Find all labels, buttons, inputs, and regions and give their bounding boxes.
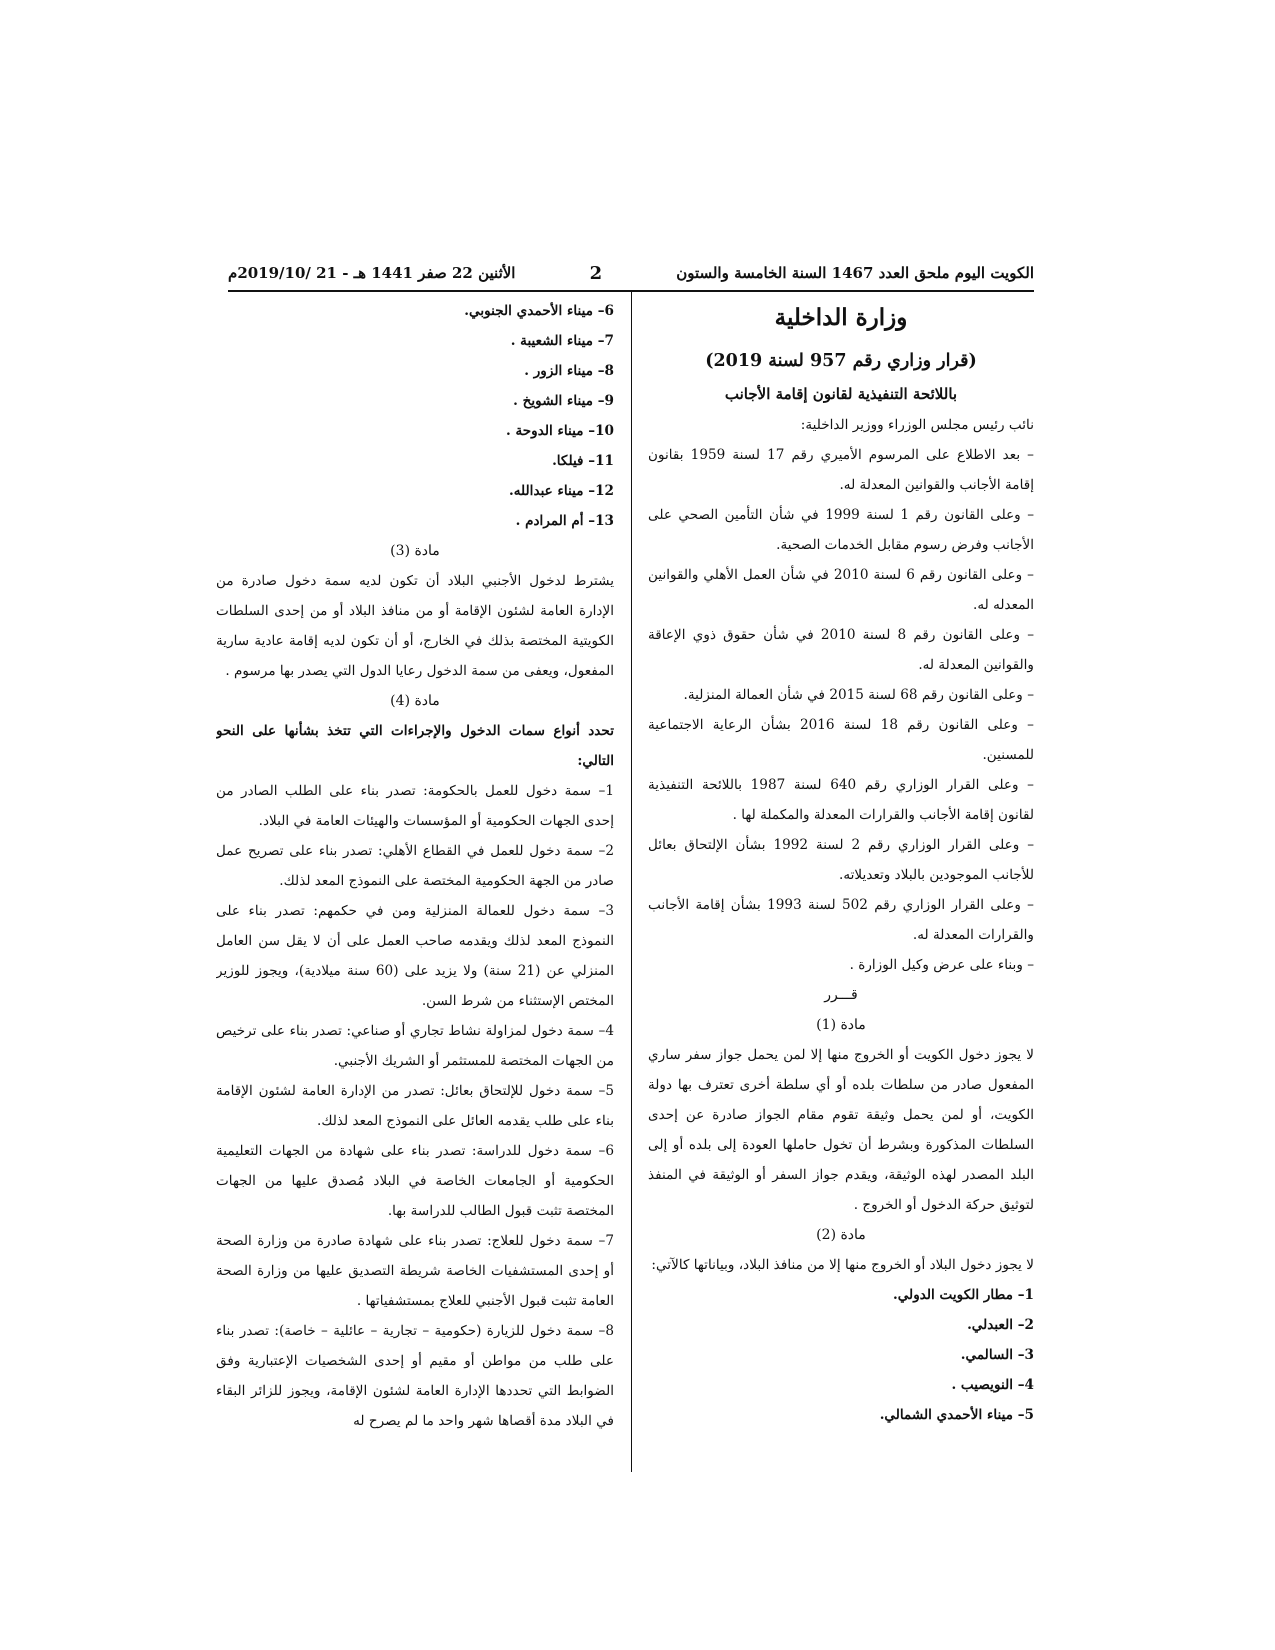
ministry-title: وزارة الداخلية: [774, 304, 908, 331]
preamble-item: – وعلى القرار الوزاري رقم 2 لسنة 1992 بشأن الإلتحاق بعائل للأجانب الموجودين بالبلاد وتعديلاته.: [648, 837, 1034, 883]
port-item: 12– ميناء عبدالله.: [509, 483, 614, 499]
preamble-item: – وبناء على عرض وكيل الوزارة .: [849, 957, 1034, 973]
port-item: 3– السالمي.: [960, 1347, 1034, 1363]
port-item: 8– ميناء الزور .: [524, 363, 614, 379]
visa-type-item: 2– سمة دخول للعمل في القطاع الأهلي: تصدر بناء على تصريح عمل صادر من الجهة الحكومية المختصة على النموذج المعد لذلك.: [216, 843, 614, 889]
visa-type-item: 7– سمة دخول للعلاج: تصدر بناء على شهادة صادرة من وزارة الصحة أو إحدى المستشفيات الخاصة شريطة التصديق عليها من وزارة الصحة العامة تثبت قبول الأجنبي للعلاج بمستشفياتها .: [216, 1233, 614, 1309]
port-item: 5– ميناء الأحمدي الشمالي.: [879, 1407, 1034, 1423]
decided-heading: قـــرر: [824, 987, 858, 1003]
port-item: 10– ميناء الدوحة .: [506, 423, 614, 439]
left-column: [216, 296, 614, 1476]
visa-type-item: 5– سمة دخول للإلتحاق بعائل: تصدر من الإدارة العامة لشئون الإقامة بناء على طلب يقدمه العائل على النموذج المعد لذلك.: [216, 1083, 614, 1129]
right-column: [648, 296, 1034, 1476]
port-item: 4– النويصيب .: [951, 1377, 1034, 1393]
visa-type-item: 1– سمة دخول للعمل بالحكومة: تصدر بناء على الطلب الصادر من إحدى الجهات الحكومية أو المؤسسات والهيئات العامة في البلاد.: [216, 783, 614, 829]
preamble-item: – وعلى القرار الوزاري رقم 640 لسنة 1987 باللائحة التنفيذية لقانون إقامة الأجانب والقرارات المعدلة والمكملة لها .: [648, 777, 1034, 823]
visa-type-item: 3– سمة دخول للعمالة المنزلية ومن في حكمهم: تصدر بناء على النموذج المعد لذلك ويقدمه صاحب العمل على أن لا يقل سن العامل المنزلي عن (21 سنة) ولا يزيد على (60 سنة ميلادية)، ويجوز للوزير المختص الإستثناء من شرط السن.: [216, 903, 614, 1009]
publication-info: الكويت اليوم ملحق العدد 1467 السنة الخامسة والستون: [676, 264, 1034, 282]
article-1-text: لا يجوز دخول الكويت أو الخروج منها إلا لمن يحمل جواز سفر ساري المفعول صادر من سلطات بلده أو أي سلطة أخرى تعترف بها دولة الكويت، أو لمن يحمل وثيقة تقوم مقام الجواز صادرة عن إحدى السلطات المذكورة وبشرط أن تخول حاملها العودة إلى بلده أو إلى البلد المصدر لهذه الوثيقة، ويقدم جواز السفر أو الوثيقة في المنفذ لتوثيق حركة الدخول أو الخروج .: [648, 1047, 1034, 1213]
preamble-item: – وعلى القانون رقم 8 لسنة 2010 في شأن حقوق ذوي الإعاقة والقوانين المعدلة له.: [648, 627, 1034, 673]
preamble-item: – وعلى القانون رقم 18 لسنة 2016 بشأن الرعاية الاجتماعية للمسنين.: [648, 717, 1034, 763]
page-number: 2: [589, 262, 603, 284]
visa-type-item: 4– سمة دخول لمزاولة نشاط تجاري أو صناعي: تصدر بناء على ترخيص من الجهات المختصة للمستثمر أو الشريك الأجنبي.: [216, 1023, 614, 1069]
port-item: 2– العبدلي.: [967, 1317, 1034, 1333]
port-item: 6– ميناء الأحمدي الجنوبي.: [464, 303, 614, 319]
article-1-title: مادة (1): [816, 1017, 866, 1033]
visa-type-item: 6– سمة دخول للدراسة: تصدر بناء على شهادة من الجهات التعليمية الحكومية أو الجامعات الخاصة في البلاد مُصدق عليها من الجهات المختصة تثبت قبول الطالب للدراسة بها.: [216, 1143, 614, 1219]
port-item: 9– ميناء الشويخ .: [513, 393, 614, 409]
port-item: 7– ميناء الشعيبة .: [510, 333, 614, 349]
article-4-title: مادة (4): [390, 693, 440, 709]
preamble-item: – وعلى القانون رقم 68 لسنة 2015 في شأن العمالة المنزلية.: [683, 687, 1034, 703]
preamble-item: – وعلى القانون رقم 6 لسنة 2010 في شأن العمل الأهلي والقوانين المعدله له.: [648, 567, 1034, 613]
decision-subject: باللائحة التنفيذية لقانون إقامة الأجانب: [724, 385, 958, 403]
column-divider: [631, 292, 632, 1472]
preamble-item: – وعلى القانون رقم 1 لسنة 1999 في شأن التأمين الصحي على الأجانب وفرض رسوم مقابل الخدمات الصحية.: [648, 507, 1034, 553]
port-item: 1– مطار الكويت الدولي.: [892, 1287, 1034, 1303]
issue-date: الأثنين 22 صفر 1441 هـ - 21 /2019/10م: [228, 264, 516, 282]
port-item: 11– فيلكا.: [552, 453, 614, 469]
article-2-title: مادة (2): [816, 1227, 866, 1243]
preamble-item: – وعلى القرار الوزاري رقم 502 لسنة 1993 بشأن إقامة الأجانب والقرارات المعدلة له.: [648, 897, 1034, 943]
article-3-title: مادة (3): [390, 543, 440, 559]
port-item: 13– أم المرادم .: [515, 513, 614, 529]
article-4-intro: تحدد أنواع سمات الدخول والإجراءات التي تتخذ بشأنها على النحو التالي:: [216, 723, 614, 769]
page-header: [228, 258, 1034, 288]
preamble-intro: نائب رئيس مجلس الوزراء ووزير الداخلية:: [800, 417, 1034, 433]
visa-type-item: 8– سمة دخول للزيارة (حكومية – تجارية – عائلية – خاصة): تصدر بناء على طلب من مواطن أو مقيم أو إحدى الشخصيات الإعتبارية وفق الضوابط التي تحددها الإدارة العامة لشئون الإقامة، ويجوز للزائر البقاء في البلاد مدة أقصاها شهر واحد ما لم يصرح له: [216, 1323, 614, 1429]
preamble-item: – بعد الاطلاع على المرسوم الأميري رقم 17 لسنة 1959 بقانون إقامة الأجانب والقوانين المعدلة له.: [648, 447, 1034, 493]
article-3-text: يشترط لدخول الأجنبي البلاد أن تكون لديه سمة دخول صادرة من الإدارة العامة لشئون الإقامة أو من منافذ البلاد أو من إحدى السلطات الكويتية المختصة بذلك في الخارج، أو أن تكون لديه إقامة عادية سارية المفعول، ويعفى من سمة الدخول رعايا الدول التي يصدر بها مرسوم .: [216, 573, 614, 679]
decision-title: (قرار وزاري رقم 957 لسنة 2019): [705, 351, 977, 371]
article-2-text: لا يجوز دخول البلاد أو الخروج منها إلا من منافذ البلاد، وبياناتها كالآتي:: [651, 1257, 1034, 1273]
